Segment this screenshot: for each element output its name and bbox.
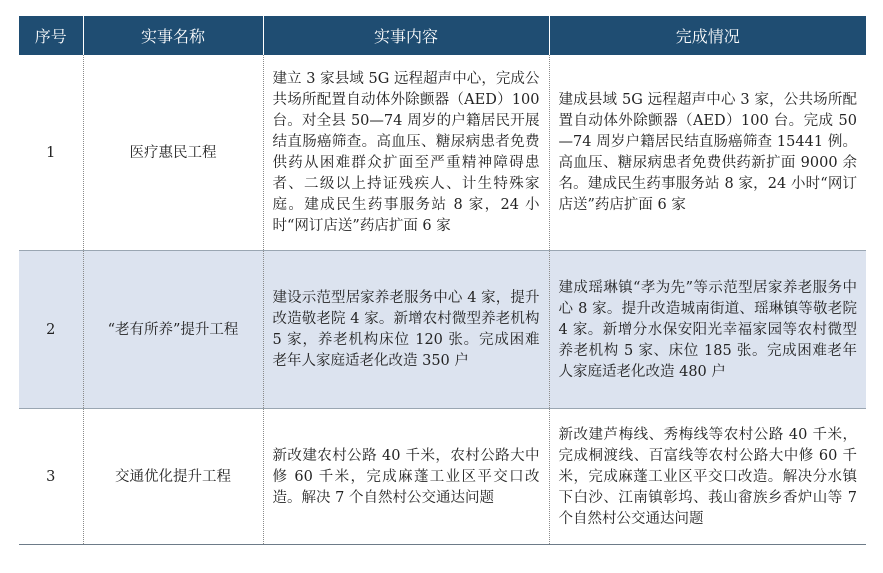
table-row	[19, 409, 866, 545]
row-name: 交通优化提升工程	[83, 409, 263, 545]
row-no: 3	[19, 409, 83, 545]
row-status: 建成县域 5G 远程超声中心 3 家，公共场所配置自动体外除颤器（AED）100 台。完成 50—74 周岁户籍居民结直肠癌筛查 15441 例。高血压、糖尿病患者免费供药新扩面 9000 余名。建成民生药事服务站 8 家，24 小时“网订店送”药店扩面 6 家	[549, 55, 866, 251]
table-row	[19, 55, 866, 251]
table-header-row	[19, 16, 866, 55]
row-content: 建立 3 家县域 5G 远程超声中心，完成公共场所配置自动体外除颤器（AED）100 台。对全县 50—74 周岁的户籍居民开展结直肠癌筛查。高血压、糖尿病患者免费供药从困难群众扩面至严重精神障碍患者、二级以上持证残疾人、计生特殊家庭。建成民生药事服务站 8 家，24 小时“网订店送”药店扩面 6 家	[263, 55, 549, 251]
row-name: 医疗惠民工程	[83, 55, 263, 251]
header-name: 实事名称	[83, 16, 263, 55]
row-content: 建设示范型居家养老服务中心 4 家，提升改造敬老院 4 家。新增农村微型养老机构 5 家，养老机构床位 120 张。完成困难老年人家庭适老化改造 350 户	[263, 251, 549, 409]
header-content: 实事内容	[263, 16, 549, 55]
header-status: 完成情况	[549, 16, 866, 55]
row-name: “老有所养”提升工程	[83, 251, 263, 409]
table-row	[19, 251, 866, 409]
row-status: 建成瑶琳镇“孝为先”等示范型居家养老服务中心 8 家。提升改造城南街道、瑶琳镇等敬老院 4 家。新增分水保安阳光幸福家园等农村微型养老机构 5 家、床位 185 张。完成困难老年人家庭适老化改造 480 户	[549, 251, 866, 409]
row-no: 1	[19, 55, 83, 251]
row-status: 新改建芦梅线、秀梅线等农村公路 40 千米，完成桐渡线、百富线等农村公路大中修 60 千米，完成麻蓬工业区平交口改造。解决分水镇下白沙、江南镇彰坞、莪山畲族乡香炉山等 7 个自然村公交通达问题	[549, 409, 866, 545]
header-no: 序号	[19, 16, 83, 55]
row-content: 新改建农村公路 40 千米，农村公路大中修 60 千米，完成麻蓬工业区平交口改造。解决 7 个自然村公交通达问题	[263, 409, 549, 545]
public-projects-table	[19, 16, 866, 545]
row-no: 2	[19, 251, 83, 409]
